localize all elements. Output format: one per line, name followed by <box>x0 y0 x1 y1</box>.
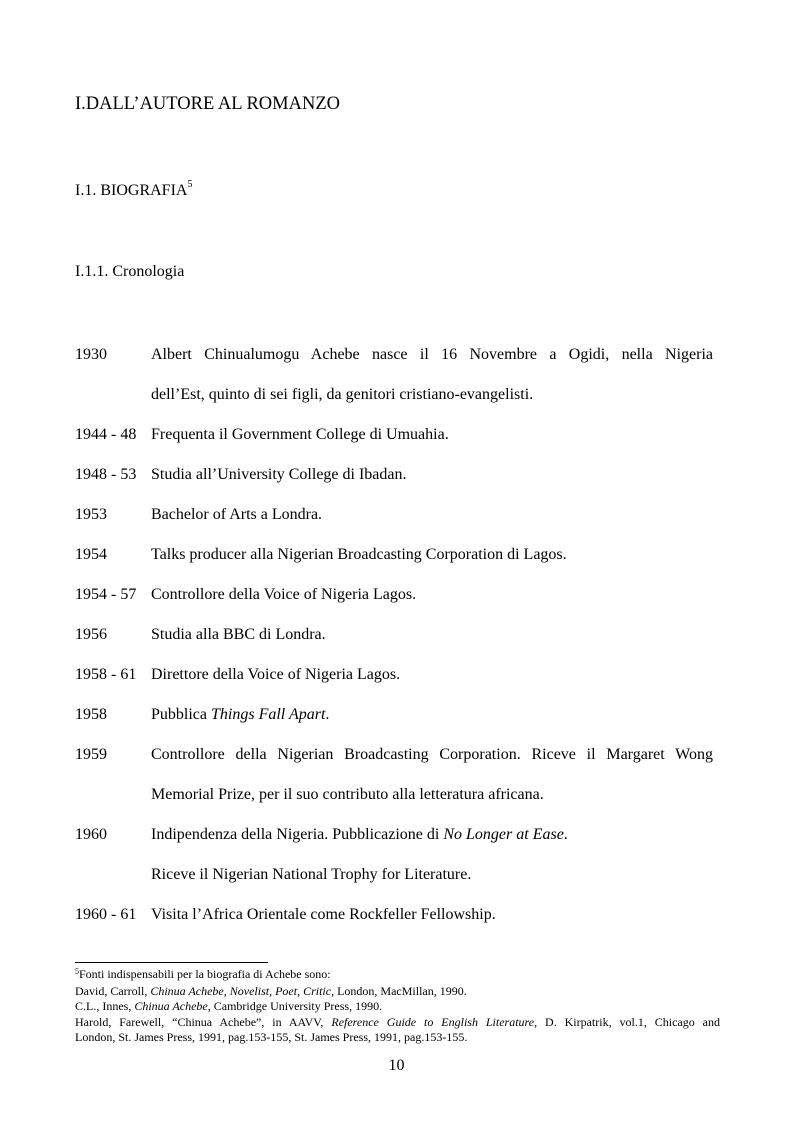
book-title: Things Fall Apart <box>211 706 326 723</box>
footnote-intro: $^5$Fonti indispensabili per la biografia di Achebe sono: <box>75 967 331 981</box>
chapter-heading: I.DALL’AUTORE AL ROMANZO <box>75 94 340 114</box>
entry-year: 1956 <box>75 626 107 643</box>
chronology-entry <box>75 335 713 415</box>
entry-text: Studia alla BBC di Londra. <box>151 626 326 643</box>
entry-text: Frequenta il Government College di Umuahia. <box>151 426 449 443</box>
entry-year: 1944 - 48 <box>75 426 137 443</box>
entry-year: 1958 <box>75 706 107 723</box>
entry-year: 1954 <box>75 546 107 563</box>
footnote-reference: Harold, Farewell, “Chinua Achebe”, in AAVV, Reference Guide to English Literature, D. Kirpatrik, vol.1, Chicago and <box>75 1014 720 1029</box>
entry-text: Visita l’Africa Orientale come Rockfeller Fellowship. <box>151 906 496 923</box>
entry-text: Controllore della Voice of Nigeria Lagos. <box>151 586 417 603</box>
entry-text: Controllore della Nigerian Broadcasting Corporation. Riceve il Margaret Wong Memorial Prize, per il suo contributo alla letteratura africana. <box>151 746 713 803</box>
entry-year: 1954 - 57 <box>75 586 137 603</box>
entry-year: 1960 - 61 <box>75 906 137 923</box>
chronology-entry <box>75 615 713 655</box>
entry-year: 1959 <box>75 746 107 763</box>
chronology-list <box>75 335 713 935</box>
chronology-entry <box>75 695 713 735</box>
entry-year: 1948 - 53 <box>75 466 137 483</box>
chronology-entry <box>75 455 713 495</box>
chronology-entry <box>75 655 713 695</box>
chronology-entry <box>75 415 713 455</box>
entry-year: 1958 - 61 <box>75 666 137 683</box>
chronology-entry <box>75 815 713 895</box>
chronology-entry <box>75 735 713 815</box>
entry-text: Pubblica Things Fall Apart. <box>151 706 330 723</box>
chronology-entry <box>75 495 713 535</box>
footnote-reference-continued: London, St. James Press, 1991, pag.153-155, St. James Press, 1991, pag.153-155. <box>75 1030 468 1044</box>
page-number: 10 <box>388 1057 405 1074</box>
footnote-divider <box>75 962 268 963</box>
footnote-ref: 5 <box>187 179 193 190</box>
footnotes <box>75 967 720 1046</box>
entry-year: 1930 <box>75 346 107 363</box>
chronology-entry <box>75 535 713 575</box>
chronology-entry <box>75 575 713 615</box>
chronology-entry <box>75 895 713 935</box>
entry-text: Studia all’University College di Ibadan. <box>151 466 407 483</box>
entry-text: Direttore della Voice of Nigeria Lagos. <box>151 666 401 683</box>
entry-text: Albert Chinualumogu Achebe nasce il 16 Novembre a Ogidi, nella Nigeria dell’Est, quinto di sei figli, da genitori cristiano-evangelisti. <box>151 346 713 403</box>
section-title: I.1. BIOGRAFIA <box>75 182 188 199</box>
entry-year: 1953 <box>75 506 107 523</box>
book-title: No Longer at Ease <box>443 826 564 843</box>
footnote-reference: David, Carroll, Chinua Achebe, Novelist, Poet, Critic, London, MacMillan, 1990. <box>75 983 467 998</box>
entry-text: Bachelor of Arts a Londra. <box>151 506 323 523</box>
entry-text: Talks producer alla Nigerian Broadcasting Corporation di Lagos. <box>151 546 567 563</box>
subsection-heading: I.1.1. Cronologia <box>75 263 185 280</box>
entry-text: Indipendenza della Nigeria. Pubblicazione di No Longer at Ease. Riceve il Nigerian National Trophy for Literature. <box>151 826 568 883</box>
section-heading <box>75 179 193 200</box>
footnote-reference: C.L., Innes, Chinua Achebe, Cambridge University Press, 1990. <box>75 999 383 1013</box>
entry-year: 1960 <box>75 826 107 843</box>
